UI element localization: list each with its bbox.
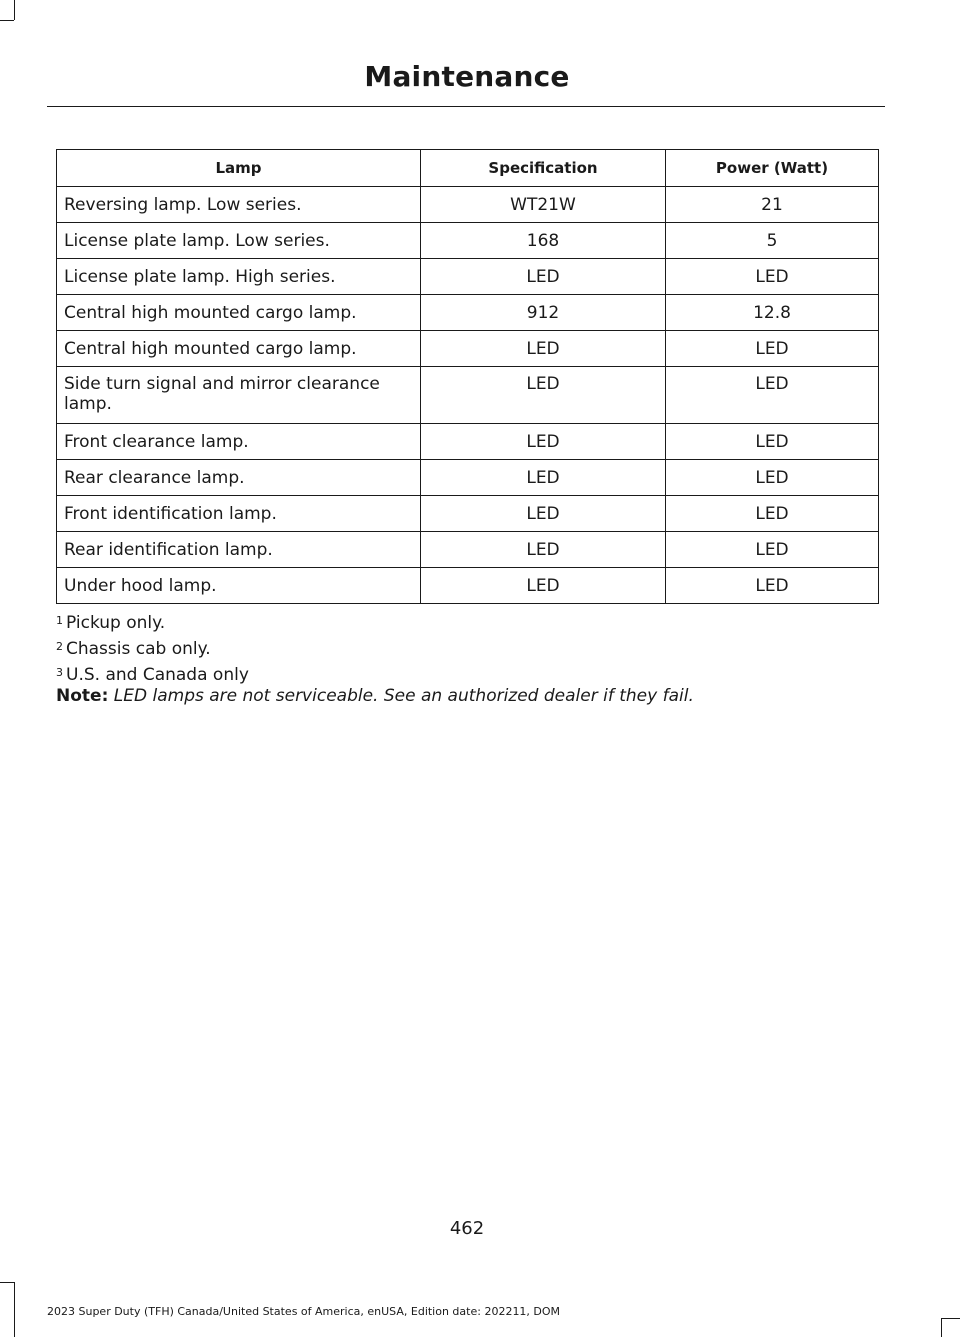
edition-footer: 2023 Super Duty (TFH) Canada/United States of America, enUSA, Edition date: 202211, DOM [47,1305,561,1318]
table-row [57,496,879,532]
table-row [57,295,879,331]
lamp-cell: Rear identification lamp. [57,532,421,568]
table-row [57,424,879,460]
lamp-cell: Under hood lamp. [57,568,421,604]
power-cell: 12.8 [666,295,879,331]
power-cell: LED [666,568,879,604]
note-label: Note: [56,686,109,706]
column-header-power: Power (Watt) [666,150,879,187]
lamp-cell: Front clearance lamp. [57,424,421,460]
title-divider [47,106,885,107]
power-cell: LED [666,424,879,460]
lamp-cell: Central high mounted cargo lamp. [57,331,421,367]
crop-mark [0,20,14,21]
footnote [56,664,896,686]
power-cell: LED [666,532,879,568]
lamp-cell: License plate lamp. Low series. [57,223,421,259]
crop-mark [0,1282,14,1283]
table-row [57,223,879,259]
table-row [57,259,879,295]
specification-cell: LED [421,496,666,532]
footnote-text: Chassis cab only. [66,639,211,659]
power-cell: LED [666,259,879,295]
crop-mark [14,1282,15,1337]
lamp-cell: Rear clearance lamp. [57,460,421,496]
specification-cell: LED [421,331,666,367]
footnote-mark: 2 [56,640,63,653]
specification-cell: LED [421,568,666,604]
table-row [57,568,879,604]
column-header-lamp: Lamp [57,150,421,187]
table-row [57,460,879,496]
footnote-mark: 3 [56,666,63,679]
power-cell: 21 [666,187,879,223]
specification-cell: WT21W [421,187,666,223]
power-cell: LED [666,331,879,367]
specification-cell: 168 [421,223,666,259]
note [56,686,896,706]
lamp-cell: Side turn signal and mirror clearance lamp. [57,367,421,424]
specification-cell: 912 [421,295,666,331]
footnote-text: U.S. and Canada only [66,665,249,685]
specification-cell: LED [421,532,666,568]
footnote [56,612,896,638]
note-text: LED lamps are not serviceable. See an authorized dealer if they fail. [113,686,694,706]
lamp-specification-table [56,149,879,604]
power-cell: LED [666,496,879,532]
column-header-specification: Specification [421,150,666,187]
power-cell: LED [666,460,879,496]
table-row [57,331,879,367]
lamp-cell: Reversing lamp. Low series. [57,187,421,223]
specification-cell: LED [421,424,666,460]
page-number: 462 [449,1218,485,1239]
table-row [57,367,879,424]
table-header-row [57,150,879,187]
specification-cell: LED [421,367,666,424]
table-row [57,532,879,568]
crop-mark [941,1318,942,1337]
power-cell: LED [666,367,879,424]
crop-mark [14,0,15,20]
footnote [56,638,896,664]
footnote-mark: 1 [56,614,63,627]
power-cell: 5 [666,223,879,259]
table-row [57,187,879,223]
specification-cell: LED [421,460,666,496]
specification-cell: LED [421,259,666,295]
lamp-cell: Front identification lamp. [57,496,421,532]
page-title: Maintenance [364,60,570,93]
lamp-cell: Central high mounted cargo lamp. [57,295,421,331]
lamp-cell: License plate lamp. High series. [57,259,421,295]
crop-mark [941,1318,960,1319]
footnote-text: Pickup only. [66,613,166,633]
table-notes [56,612,896,706]
